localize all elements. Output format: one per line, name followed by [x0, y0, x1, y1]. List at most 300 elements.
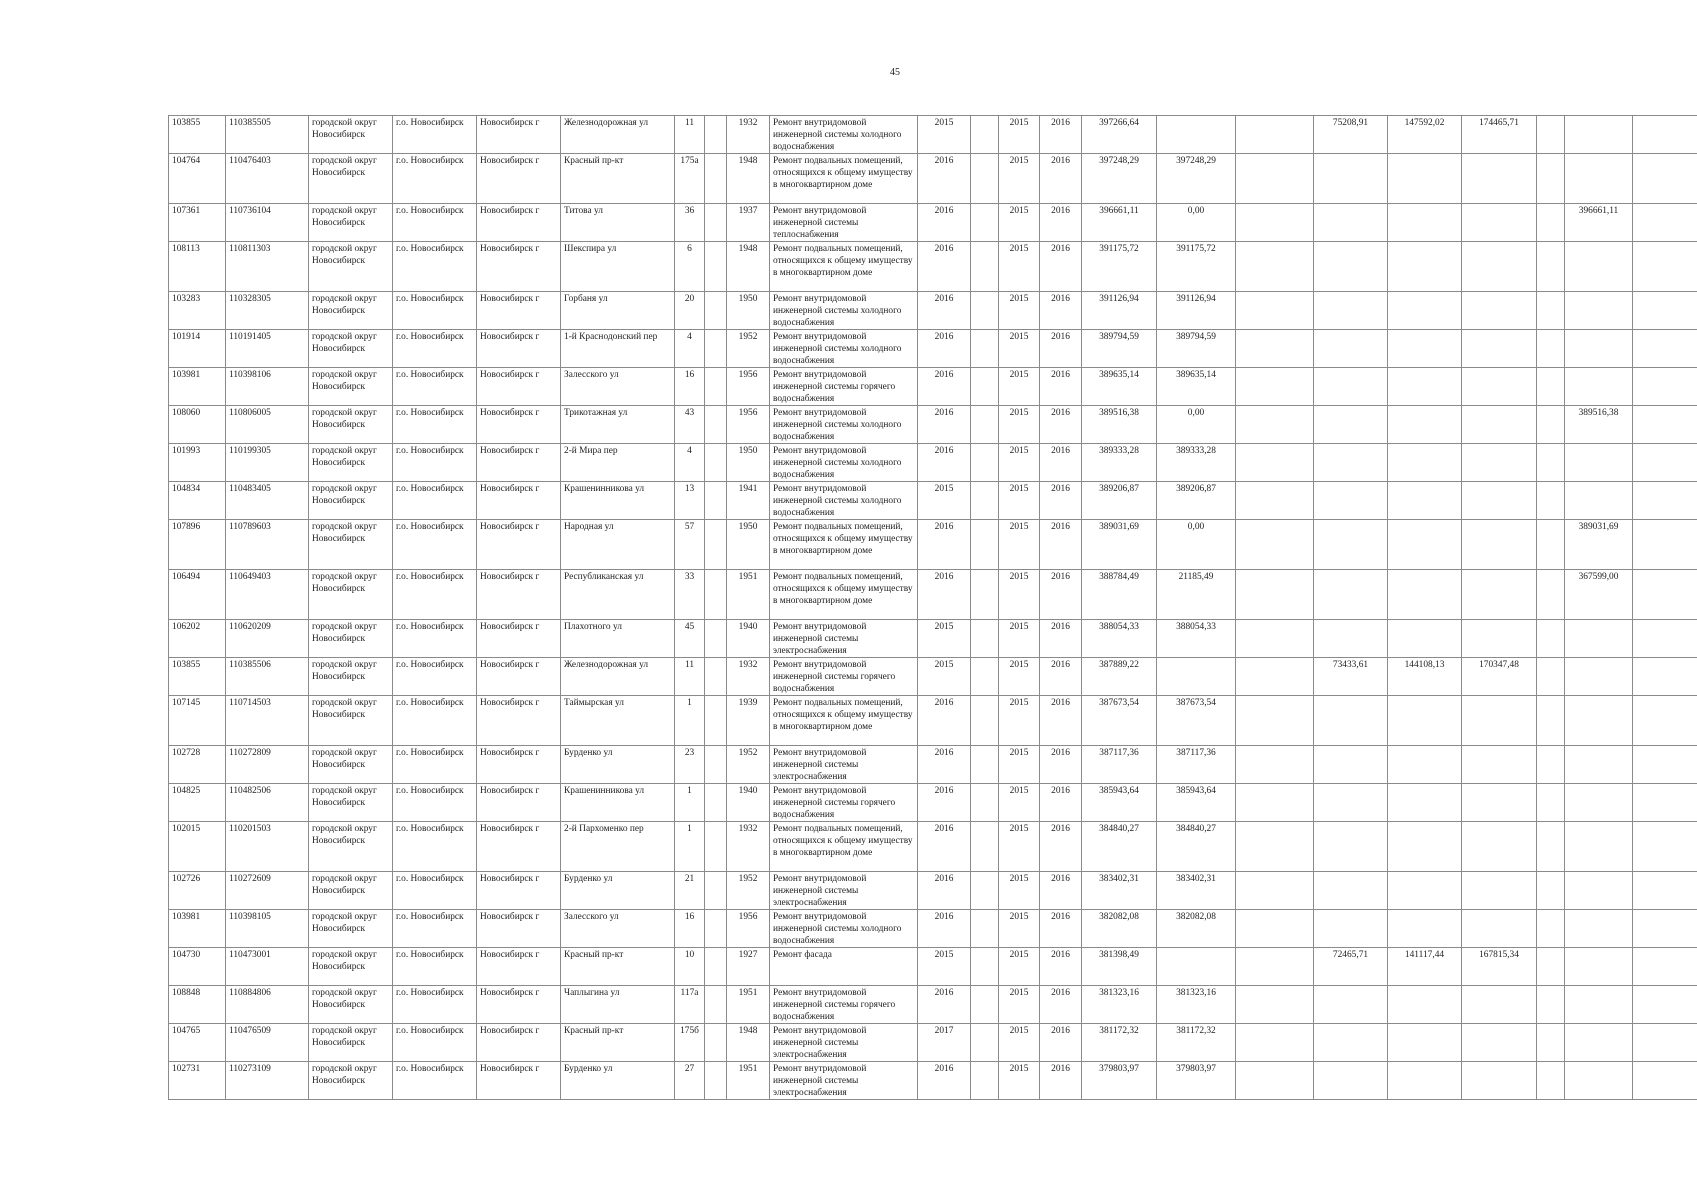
table-cell	[1537, 242, 1565, 292]
table-cell: 2016	[918, 910, 971, 948]
table-cell: 1956	[727, 910, 770, 948]
table-cell: г.о. Новосибирск	[393, 1062, 477, 1100]
table-cell: Новосибирск г	[477, 242, 561, 292]
table-cell: 101993	[169, 444, 226, 482]
table-cell: 110398106	[226, 368, 309, 406]
table-cell: 2016	[1040, 1024, 1082, 1062]
table-cell: 73433,61	[1314, 658, 1388, 696]
table-cell: Плахотного ул	[561, 620, 675, 658]
table-cell	[1537, 1062, 1565, 1100]
table-cell	[1236, 986, 1314, 1024]
table-cell	[1236, 1024, 1314, 1062]
table-cell: 381172,32	[1157, 1024, 1236, 1062]
table-cell: 387673,54	[1157, 696, 1236, 746]
table-cell: 110199305	[226, 444, 309, 482]
table-cell: 11	[675, 116, 705, 154]
table-cell: 2015	[999, 242, 1040, 292]
table-cell: 1950	[727, 444, 770, 482]
table-cell: городской округ Новосибирск	[309, 784, 393, 822]
table-cell: 2015	[999, 406, 1040, 444]
table-cell: 110789603	[226, 520, 309, 570]
table-cell: Новосибирск г	[477, 658, 561, 696]
table-cell	[1314, 746, 1388, 784]
table-cell: 2016	[1040, 784, 1082, 822]
table-cell: 110398105	[226, 910, 309, 948]
table-cell: 10	[675, 948, 705, 986]
table-row	[169, 292, 1697, 330]
table-cell	[1537, 204, 1565, 242]
table-cell: г.о. Новосибирск	[393, 406, 477, 444]
table-cell: 110191405	[226, 330, 309, 368]
table-cell	[1462, 620, 1537, 658]
table-cell	[1236, 482, 1314, 520]
table-cell	[1236, 570, 1314, 620]
table-cell: 27	[675, 1062, 705, 1100]
table-cell	[1633, 444, 1697, 482]
table-row	[169, 154, 1697, 204]
table-cell: 75208,91	[1314, 116, 1388, 154]
table-cell: Бурденко ул	[561, 872, 675, 910]
table-cell	[1236, 154, 1314, 204]
table-cell	[1462, 986, 1537, 1024]
repair-program-table	[168, 115, 1697, 1100]
table-cell: 6	[675, 242, 705, 292]
table-cell: 381172,32	[1082, 1024, 1157, 1062]
table-cell: г.о. Новосибирск	[393, 368, 477, 406]
table-cell	[705, 986, 727, 1024]
table-cell: 2016	[918, 570, 971, 620]
table-cell: 2016	[918, 1062, 971, 1100]
table-cell	[1537, 520, 1565, 570]
table-cell: Новосибирск г	[477, 570, 561, 620]
table-cell: 110483405	[226, 482, 309, 520]
table-cell: г.о. Новосибирск	[393, 330, 477, 368]
table-cell: Железнодорожная ул	[561, 658, 675, 696]
table-cell: Крашенинникова ул	[561, 784, 675, 822]
table-cell	[1633, 1062, 1697, 1100]
table-cell: 2015	[999, 1062, 1040, 1100]
table-cell	[1388, 784, 1462, 822]
table-cell: Ремонт подвальных помещений, относящихся к общему имуществу в многоквартирном доме	[770, 696, 918, 746]
table-cell	[971, 482, 999, 520]
table-cell: Ремонт внутридомовой инженерной системы электроснабжения	[770, 746, 918, 784]
table-cell	[1565, 784, 1633, 822]
table-cell: 104825	[169, 784, 226, 822]
table-cell: 43	[675, 406, 705, 444]
table-cell: г.о. Новосибирск	[393, 292, 477, 330]
table-cell	[971, 444, 999, 482]
table-cell: 1956	[727, 406, 770, 444]
table-cell	[705, 570, 727, 620]
table-cell: 108848	[169, 986, 226, 1024]
table-cell: г.о. Новосибирск	[393, 910, 477, 948]
table-cell: 102015	[169, 822, 226, 872]
table-cell: 72465,71	[1314, 948, 1388, 986]
table-cell	[1388, 986, 1462, 1024]
table-cell: 2016	[1040, 368, 1082, 406]
table-row	[169, 948, 1697, 986]
table-cell: 2015	[999, 330, 1040, 368]
table-cell: 2015	[999, 1024, 1040, 1062]
table-cell: 391175,72	[1157, 242, 1236, 292]
table-cell	[1633, 986, 1697, 1024]
table-cell: 2016	[1040, 948, 1082, 986]
table-cell: 106202	[169, 620, 226, 658]
table-cell: 385943,64	[1082, 784, 1157, 822]
table-row	[169, 658, 1697, 696]
table-cell: Ремонт внутридомовой инженерной системы электроснабжения	[770, 1024, 918, 1062]
table-cell	[705, 658, 727, 696]
table-cell	[705, 406, 727, 444]
table-cell	[1537, 406, 1565, 444]
table-cell: 2016	[918, 406, 971, 444]
table-cell: 2015	[999, 154, 1040, 204]
table-cell	[971, 368, 999, 406]
table-cell: г.о. Новосибирск	[393, 482, 477, 520]
table-cell	[1462, 154, 1537, 204]
table-cell	[1462, 872, 1537, 910]
table-cell	[971, 242, 999, 292]
table-cell	[1157, 948, 1236, 986]
table-cell: Ремонт внутридомовой инженерной системы холодного водоснабжения	[770, 116, 918, 154]
table-cell: Ремонт внутридомовой инженерной системы электроснабжения	[770, 1062, 918, 1100]
table-cell: 2016	[1040, 154, 1082, 204]
table-cell	[971, 406, 999, 444]
table-cell: Ремонт внутридомовой инженерной системы горячего водоснабжения	[770, 658, 918, 696]
table-cell: Ремонт подвальных помещений, относящихся к общему имуществу в многоквартирном доме	[770, 822, 918, 872]
table-cell: 381323,16	[1157, 986, 1236, 1024]
table-row	[169, 242, 1697, 292]
table-cell: 2015	[999, 204, 1040, 242]
table-cell	[1462, 482, 1537, 520]
table-cell	[1537, 620, 1565, 658]
table-cell	[705, 872, 727, 910]
table-cell	[1633, 1024, 1697, 1062]
table-cell: Новосибирск г	[477, 910, 561, 948]
table-cell: городской округ Новосибирск	[309, 482, 393, 520]
table-cell: г.о. Новосибирск	[393, 620, 477, 658]
table-cell: Железнодорожная ул	[561, 116, 675, 154]
table-cell: 1927	[727, 948, 770, 986]
table-cell: 388784,49	[1082, 570, 1157, 620]
table-cell	[1236, 696, 1314, 746]
table-cell: 104834	[169, 482, 226, 520]
table-cell: 397266,64	[1082, 116, 1157, 154]
table-cell: 2015	[918, 116, 971, 154]
table-cell: 397248,29	[1082, 154, 1157, 204]
table-cell: 379803,97	[1082, 1062, 1157, 1100]
table-cell	[971, 116, 999, 154]
table-row	[169, 520, 1697, 570]
table-cell: 387889,22	[1082, 658, 1157, 696]
table-cell: Бурденко ул	[561, 746, 675, 784]
table-cell: Ремонт внутридомовой инженерной системы холодного водоснабжения	[770, 330, 918, 368]
table-row	[169, 986, 1697, 1024]
table-cell: Новосибирск г	[477, 746, 561, 784]
table-cell	[1565, 620, 1633, 658]
table-cell	[1462, 746, 1537, 784]
table-cell: 388054,33	[1082, 620, 1157, 658]
table-cell	[705, 1062, 727, 1100]
table-cell: 2015	[999, 696, 1040, 746]
table-cell: 389031,69	[1082, 520, 1157, 570]
table-cell	[1565, 1062, 1633, 1100]
table-cell: 2015	[999, 368, 1040, 406]
table-cell: 21	[675, 872, 705, 910]
table-cell: 387117,36	[1082, 746, 1157, 784]
table-cell	[1633, 292, 1697, 330]
table-cell: 45	[675, 620, 705, 658]
table-cell: 2015	[918, 620, 971, 658]
table-cell: 103283	[169, 292, 226, 330]
table-cell	[1388, 746, 1462, 784]
table-cell	[1157, 116, 1236, 154]
table-cell	[1565, 242, 1633, 292]
table-cell: 1	[675, 696, 705, 746]
table-cell: 2016	[918, 872, 971, 910]
table-cell	[971, 872, 999, 910]
table-cell: 391126,94	[1082, 292, 1157, 330]
table-cell: городской округ Новосибирск	[309, 444, 393, 482]
table-cell: 2016	[1040, 746, 1082, 784]
table-cell: 2016	[1040, 872, 1082, 910]
table-cell	[705, 444, 727, 482]
table-cell: Залесского ул	[561, 910, 675, 948]
table-cell	[1314, 570, 1388, 620]
table-cell	[971, 520, 999, 570]
table-cell: 1956	[727, 368, 770, 406]
table-row	[169, 1024, 1697, 1062]
table-cell	[1236, 330, 1314, 368]
table-cell: 110476403	[226, 154, 309, 204]
table-cell	[1388, 242, 1462, 292]
table-cell: городской округ Новосибирск	[309, 620, 393, 658]
table-cell: 2015	[918, 948, 971, 986]
table-cell: 117а	[675, 986, 705, 1024]
table-cell: 110328305	[226, 292, 309, 330]
table-cell: г.о. Новосибирск	[393, 658, 477, 696]
table-cell: 397248,29	[1157, 154, 1236, 204]
table-cell: 2016	[1040, 986, 1082, 1024]
table-cell: Красный пр-кт	[561, 948, 675, 986]
table-cell	[1236, 292, 1314, 330]
table-row	[169, 784, 1697, 822]
table-cell	[1537, 784, 1565, 822]
table-cell: 110201503	[226, 822, 309, 872]
table-cell: 1950	[727, 292, 770, 330]
table-cell: 110714503	[226, 696, 309, 746]
table-cell	[1565, 1024, 1633, 1062]
table-cell: 387673,54	[1082, 696, 1157, 746]
table-cell: 389206,87	[1082, 482, 1157, 520]
table-cell	[1633, 658, 1697, 696]
table-cell: 2016	[1040, 204, 1082, 242]
table-cell	[1236, 910, 1314, 948]
table-cell: 23	[675, 746, 705, 784]
table-cell	[1314, 204, 1388, 242]
table-cell: 110884806	[226, 986, 309, 1024]
table-cell: 2016	[1040, 444, 1082, 482]
table-cell: 2016	[918, 330, 971, 368]
table-cell: Ремонт внутридомовой инженерной системы электроснабжения	[770, 872, 918, 910]
table-cell: 1952	[727, 746, 770, 784]
table-cell: 16	[675, 368, 705, 406]
table-cell: 107896	[169, 520, 226, 570]
table-cell: 102728	[169, 746, 226, 784]
table-cell	[1314, 1062, 1388, 1100]
table-cell: 2015	[999, 658, 1040, 696]
table-cell	[1388, 620, 1462, 658]
table-cell: городской округ Новосибирск	[309, 658, 393, 696]
table-cell: 104730	[169, 948, 226, 986]
table-cell	[1388, 444, 1462, 482]
table-cell: 2015	[999, 482, 1040, 520]
table-cell: 1950	[727, 520, 770, 570]
table-cell	[1537, 116, 1565, 154]
table-cell: Новосибирск г	[477, 292, 561, 330]
table-cell: 20	[675, 292, 705, 330]
table-cell	[1537, 154, 1565, 204]
table-cell	[1633, 204, 1697, 242]
table-cell	[971, 910, 999, 948]
table-cell: г.о. Новосибирск	[393, 822, 477, 872]
table-cell: 2016	[1040, 570, 1082, 620]
table-cell	[1633, 746, 1697, 784]
table-cell: 389635,14	[1082, 368, 1157, 406]
table-cell: 175а	[675, 154, 705, 204]
table-cell	[1462, 292, 1537, 330]
table-cell: 103855	[169, 658, 226, 696]
table-cell: 1952	[727, 330, 770, 368]
table-cell	[1157, 658, 1236, 696]
table-cell: 36	[675, 204, 705, 242]
table-cell	[705, 1024, 727, 1062]
table-cell: Крашенинникова ул	[561, 482, 675, 520]
table-cell	[1537, 1024, 1565, 1062]
table-cell: 389794,59	[1157, 330, 1236, 368]
table-cell: 110272609	[226, 872, 309, 910]
table-cell: городской округ Новосибирск	[309, 1062, 393, 1100]
table-cell	[1314, 242, 1388, 292]
table-cell	[971, 154, 999, 204]
table-cell	[1565, 368, 1633, 406]
table-cell: 110620209	[226, 620, 309, 658]
table-cell: городской округ Новосибирск	[309, 570, 393, 620]
table-cell: 101914	[169, 330, 226, 368]
table-cell: Новосибирск г	[477, 822, 561, 872]
table-cell	[1314, 1024, 1388, 1062]
table-cell: 110473001	[226, 948, 309, 986]
table-cell	[1565, 658, 1633, 696]
table-cell: 1948	[727, 242, 770, 292]
table-cell: городской округ Новосибирск	[309, 368, 393, 406]
table-cell: Ремонт подвальных помещений, относящихся к общему имуществу в многоквартирном доме	[770, 520, 918, 570]
table-cell	[1462, 444, 1537, 482]
table-cell	[705, 784, 727, 822]
table-cell: 2016	[1040, 520, 1082, 570]
table-cell: 1	[675, 822, 705, 872]
table-cell	[1565, 292, 1633, 330]
table-cell: 2016	[918, 822, 971, 872]
table-cell: Новосибирск г	[477, 872, 561, 910]
table-cell: 1-й Краснодонский пер	[561, 330, 675, 368]
table-cell: 147592,02	[1388, 116, 1462, 154]
table-cell: Новосибирск г	[477, 620, 561, 658]
table-row	[169, 620, 1697, 658]
table-row	[169, 406, 1697, 444]
table-cell: 2015	[999, 910, 1040, 948]
table-cell: 110272809	[226, 746, 309, 784]
table-cell: Народная ул	[561, 520, 675, 570]
table-cell: Новосибирск г	[477, 330, 561, 368]
table-cell	[971, 204, 999, 242]
table-cell: г.о. Новосибирск	[393, 1024, 477, 1062]
table-cell	[1388, 696, 1462, 746]
table-cell: г.о. Новосибирск	[393, 242, 477, 292]
table-cell: Новосибирск г	[477, 444, 561, 482]
table-cell: 383402,31	[1157, 872, 1236, 910]
table-cell: 0,00	[1157, 406, 1236, 444]
table-cell	[971, 1062, 999, 1100]
table-cell	[1236, 116, 1314, 154]
table-cell: 174465,71	[1462, 116, 1537, 154]
table-cell: 2016	[1040, 330, 1082, 368]
table-cell: Шекспира ул	[561, 242, 675, 292]
table-cell: 391126,94	[1157, 292, 1236, 330]
table-cell	[1565, 872, 1633, 910]
table-cell	[971, 570, 999, 620]
table-row	[169, 910, 1697, 948]
table-cell: Ремонт подвальных помещений, относящихся к общему имуществу в многоквартирном доме	[770, 570, 918, 620]
table-cell: 2015	[999, 520, 1040, 570]
table-cell: Чаплыгина ул	[561, 986, 675, 1024]
table-cell	[1236, 784, 1314, 822]
table-cell: 383402,31	[1082, 872, 1157, 910]
table-cell: 11	[675, 658, 705, 696]
table-cell: 388054,33	[1157, 620, 1236, 658]
table-cell: 1940	[727, 620, 770, 658]
table-cell	[1565, 948, 1633, 986]
table-cell: 144108,13	[1388, 658, 1462, 696]
table-cell: г.о. Новосибирск	[393, 520, 477, 570]
table-cell	[1388, 570, 1462, 620]
table-cell	[1462, 784, 1537, 822]
table-cell: 1948	[727, 154, 770, 204]
table-row	[169, 1062, 1697, 1100]
table-cell	[1462, 1024, 1537, 1062]
table-cell: 107145	[169, 696, 226, 746]
table-cell	[1314, 872, 1388, 910]
table-cell	[1314, 368, 1388, 406]
table-cell	[1388, 1024, 1462, 1062]
table-cell	[1388, 406, 1462, 444]
table-cell	[1633, 406, 1697, 444]
table-cell	[1633, 784, 1697, 822]
table-cell: 108060	[169, 406, 226, 444]
table-cell	[1565, 154, 1633, 204]
table-cell: 13	[675, 482, 705, 520]
table-cell	[1314, 292, 1388, 330]
table-cell	[1236, 746, 1314, 784]
table-cell	[1537, 368, 1565, 406]
table-cell: Новосибирск г	[477, 204, 561, 242]
table-cell: 2015	[999, 822, 1040, 872]
table-cell: 2016	[918, 746, 971, 784]
table-row	[169, 204, 1697, 242]
table-cell	[1633, 242, 1697, 292]
table-cell: Титова ул	[561, 204, 675, 242]
table-cell	[1314, 154, 1388, 204]
